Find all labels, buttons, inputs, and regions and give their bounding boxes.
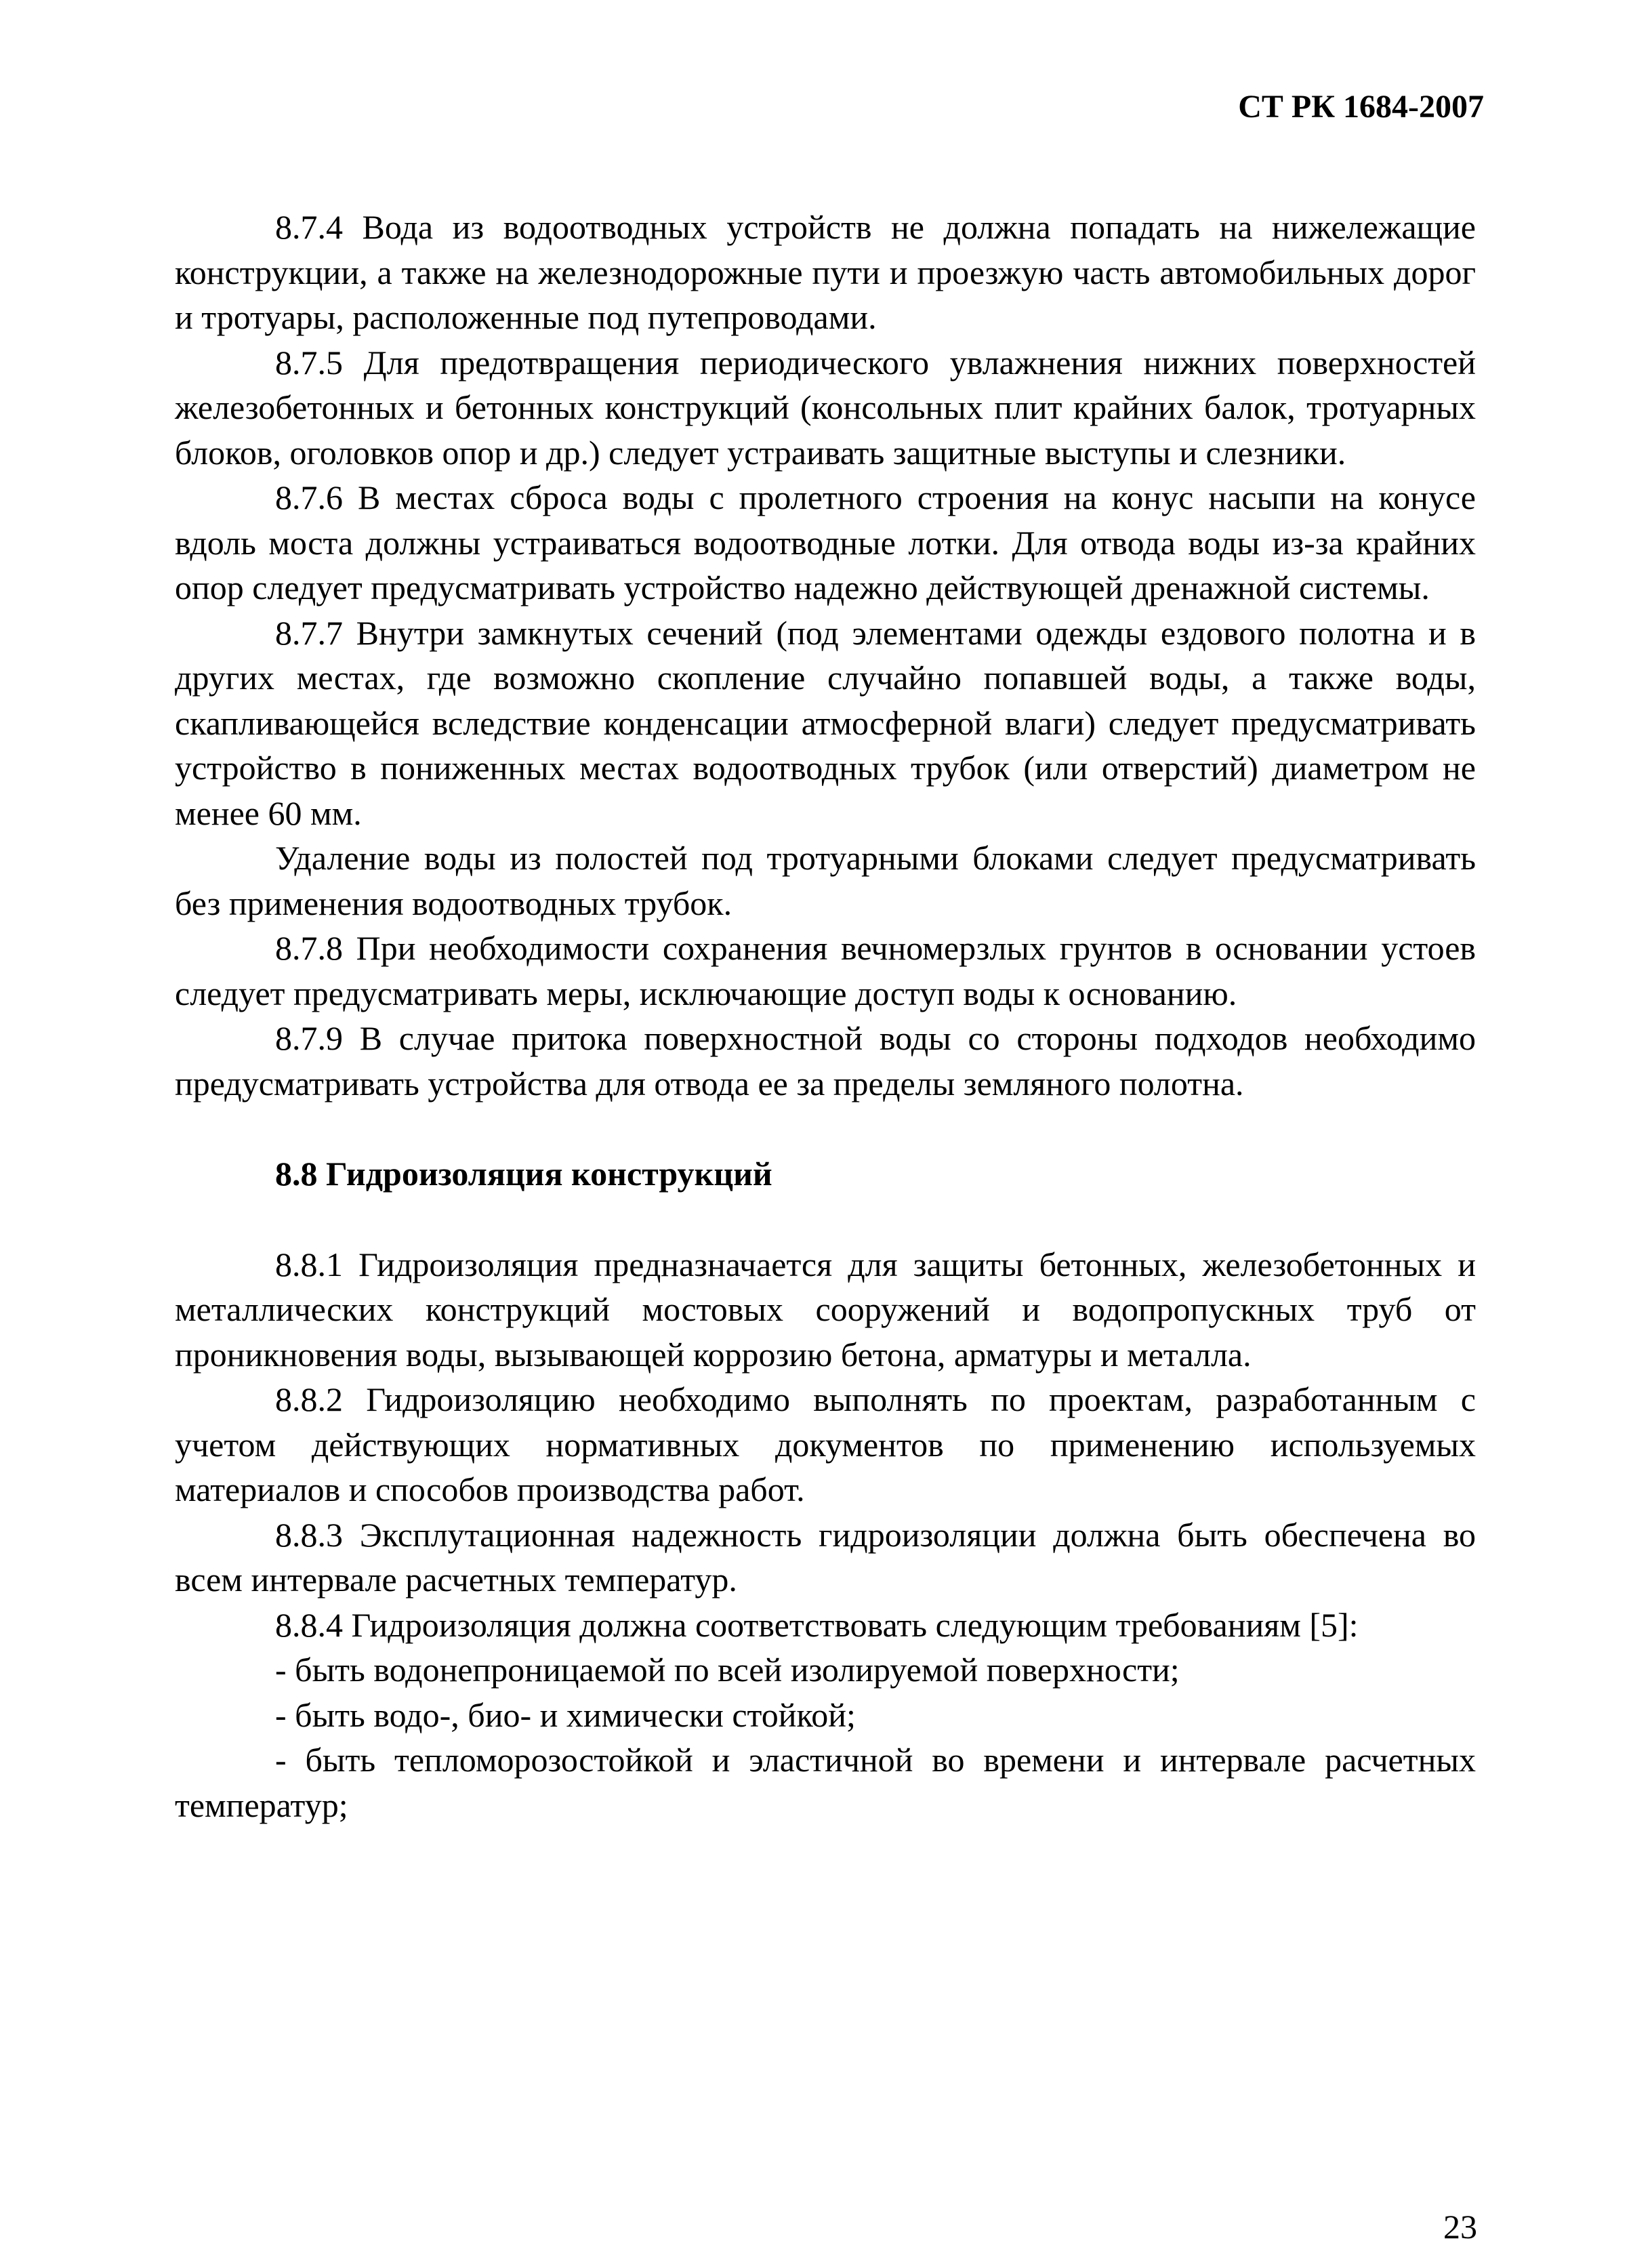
paragraph-8-7-4: 8.7.4 Вода из водоотводных устройств не должна попадать на нижележащие конструкции, а также на железнодорожные пути и проезжую часть автомобильных дорог и тротуары, расположенные под путепроводами. [175,208,1476,336]
paragraph-8-7-6: 8.7.6 В местах сброса воды с пролетного строения на конус насыпи на конусе вдоль моста должны устраиваться водоотводные лотки. Для отвода воды из-за крайних опор следует предусматривать устройство надежно действующей дренажной системы. [175,478,1476,606]
paragraph-8-8-3: 8.8.3 Эксплутационная надежность гидроизоляции должна быть обеспечена во всем интервале расчетных температур. [175,1515,1476,1599]
requirement-item: - быть водонепроницаемой по всей изолируемой поверхности; [275,1651,1180,1689]
page-number: 23 [1443,2208,1477,2246]
requirement-item: - быть тепломорозостойкой и эластичной во времени и интервале расчетных температур; [175,1741,1476,1824]
paragraph-8-7-9: 8.7.9 В случае притока поверхностной воды со стороны подходов необходимо предусматривать устройства для отвода ее за пределы земляного полотна. [175,1019,1476,1102]
standard-header: СТ РК 1684-2007 [1238,89,1484,125]
document-body [175,205,1476,1828]
paragraph-8-7-7-continued: Удаление воды из полостей под тротуарными блоками следует предусматривать без применения водоотводных трубок. [175,839,1476,922]
section-heading-8-8: 8.8 Гидроизоляция конструкций [275,1155,772,1193]
paragraph-8-7-7: 8.7.7 Внутри замкнутых сечений (под элементами одежды ездового полотна и в других местах, где возможно скопление случайно попавшей воды, а также воды, скапливающейся вследствие конденсации атмосферной влаги) следует предусматривать устройство в пониженных местах водоотводных трубок (или отверстий) диаметром не менее 60 мм. [175,613,1476,832]
paragraph-8-8-4: 8.8.4 Гидроизоляция должна соответствовать следующим требованиям [5]: [275,1605,1359,1644]
paragraph-8-7-8: 8.7.8 При необходимости сохранения вечномерзлых грунтов в основании устоев следует предусматривать меры, исключающие доступ воды к основанию. [175,929,1476,1012]
requirement-item: - быть водо-, био- и химически стойкой; [275,1695,856,1734]
paragraph-8-7-5: 8.7.5 Для предотвращения периодического увлажнения нижних поверхностей железобетонных и бетонных конструкций (консольных плит крайних балок, тротуарных блоков, оголовков опор и др.) следует устраивать защитные выступы и слезники. [175,343,1476,472]
paragraph-8-8-2: 8.8.2 Гидроизоляцию необходимо выполнять по проектам, разработанным с учетом действующих нормативных документов по применению используемых материалов и способов производства работ. [175,1380,1476,1508]
paragraph-8-8-1: 8.8.1 Гидроизоляция предназначается для защиты бетонных, железобетонных и металлических конструкций мостовых сооружений и водопропускных труб от проникновения воды, вызывающей коррозию бетона, арматуры и металла. [175,1245,1476,1374]
